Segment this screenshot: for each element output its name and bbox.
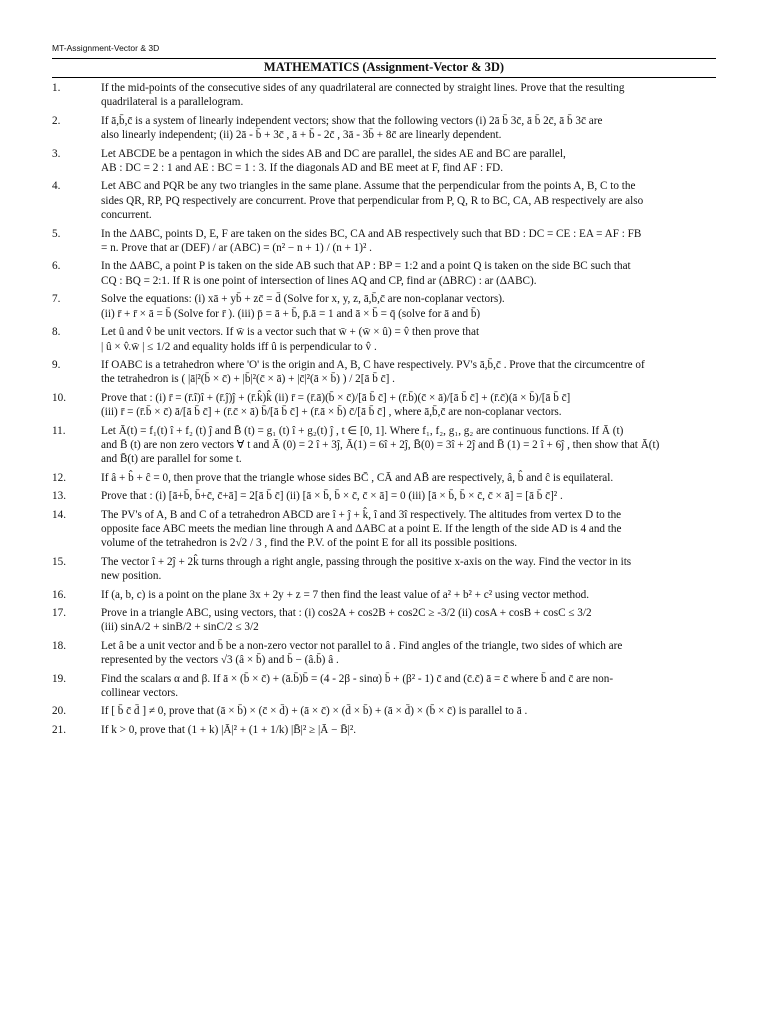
question-item	[52, 508, 716, 551]
question-number: 2.	[52, 114, 61, 127]
question-item	[52, 639, 716, 668]
question-text-line: CQ : BQ = 2:1. If R is one point of intersection of lines AQ and CP, find ar (ΔBRC) : ar (ΔABC).	[101, 274, 537, 287]
question-text-line: Find the scalars α and β. If ā × (b̄ × c̄) + (ā.b̄)b̄ = (4 - 2β - sinα) b̄ + (β² - 1) c̄ and (c̄.c̄) ā = c̄ where b̄ and c̄ are non-	[101, 672, 614, 685]
question-text-line: new position.	[101, 570, 162, 583]
question-item	[52, 489, 716, 503]
question-text-line: The vector î + 2ĵ + 2k̂ turns through a right angle, passing through the positive x-axis on the way. Find the vector in its	[101, 555, 632, 568]
question-number: 21.	[52, 723, 66, 736]
question-text-line: Let ABCDE be a pentagon in which the sides AB and DC are parallel, the sides AE and BC are parallel,	[101, 147, 566, 160]
question-number: 9.	[52, 358, 61, 371]
question-number: 18.	[52, 639, 66, 652]
question-item	[52, 704, 716, 718]
question-number: 14.	[52, 508, 66, 521]
question-number: 17.	[52, 607, 66, 619]
question-text-line: sides QR, RP, PQ respectively are concurrent. Prove that perpendicular from P, Q, R to BC, CA, AB respectively are also	[101, 194, 644, 207]
question-item	[52, 391, 716, 420]
question-item	[52, 555, 716, 584]
question-text-line: the tetrahedron is ( |ā|²(b̄ × c̄) + |b̄|²(c̄ × ā) + |c̄|²(ā × b̄) ) / 2[ā b̄ c̄] .	[101, 373, 395, 386]
question-number: 19.	[52, 672, 66, 685]
question-number: 15.	[52, 555, 66, 568]
header-rule	[52, 58, 716, 59]
question-text-line: and B̄(t) are parallel for some t.	[101, 453, 242, 466]
question-text-line: volume of the tetrahedron is 2√2 / 3 , find the P.V. of the point E for all its possible positions.	[101, 537, 518, 550]
question-item	[52, 358, 716, 387]
question-item	[52, 114, 716, 143]
question-text-line: | û × v̂.w̄ | ≤ 1/2 and equality holds iff û is perpendicular to v̂ .	[101, 340, 377, 353]
question-text-line: In the ΔABC, a point P is taken on the side AB such that AP : BP = 1:2 and a point Q is taken on the side BC such that	[101, 260, 631, 273]
question-item	[52, 179, 716, 222]
question-number: 10.	[52, 391, 66, 404]
question-text-line: If k > 0, prove that (1 + k) |Ā|² + (1 + 1/k) |B̄|² ≥ |Ā − B̄|².	[101, 723, 357, 736]
question-text-line: opposite face ABC meets the median line through A and ΔABC at a point E. If the length of the side AD is 4 and the	[101, 522, 622, 535]
question-text-line: Solve the equations: (i) xā + yb̄ + zc̄ = d̄ (Solve for x, y, z, ā,b̄,c̄ are non-coplanar vectors).	[101, 293, 505, 306]
question-number: 7.	[52, 293, 61, 306]
question-text-line: (iii) r̄ = (r̄.b̄ × c̄) ā/[ā b̄ c̄] + (r̄.c̄ × ā) b̄/[ā b̄ c̄] + (r̄.ā × b̄) c̄/[ā b̄ c̄] , where ā,b̄,c̄ are non-coplanar vectors.	[101, 406, 562, 419]
question-item	[52, 588, 716, 602]
question-item	[52, 292, 716, 321]
question-text-line: quadrilateral is a parallelogram.	[101, 96, 244, 109]
question-text-line: Prove in a triangle ABC, using vectors, that : (i) cos2A + cos2B + cos2C ≥ -3/2 (ii) cosA + cosB + cosC ≤ 3/2	[101, 607, 592, 619]
question-text-line: If OABC is a tetrahedron where 'O' is the origin and A, B, C have respectively. PV's ā,b̄,c̄ . Prove that the circumcentre of	[101, 358, 645, 371]
title-rule	[52, 77, 716, 78]
question-text-line: If â + b̂ + ĉ = 0, then prove that the triangle whose sides BC̄ , CĀ and AB̄ are respectively, â, b̂ and ĉ is equilateral.	[101, 471, 614, 484]
question-text-line: Prove that : (i) [ā+b̄, b̄+c̄, c̄+ā] = 2[ā b̄ c̄] (ii) [ā × b̄, b̄ × c̄, c̄ × ā] = 0 (iii) [ā × b̄, b̄ × c̄, c̄ × ā] = [ā b̄ c̄]² .	[101, 490, 563, 503]
question-text-line: If ā,b̄,c̄ is a system of linearly independent vectors; show that the following vectors (i) 2ā b̄ 3c̄, ā b̄ 2c̄, ā b̄ 3c̄ are	[101, 114, 603, 127]
question-text-line: Let â be a unit vector and b̄ be a non-zero vector not parallel to â . Find angles of the triangle, two sides of which are	[101, 639, 623, 652]
question-item	[52, 227, 716, 256]
question-item	[52, 723, 716, 737]
question-number: 11.	[52, 424, 66, 437]
question-text-line: AB : DC = 2 : 1 and AE : BC = 1 : 3. If the diagonals AD and BE meet at F, find AF : FD.	[101, 162, 504, 175]
question-text-line: If the mid-points of the consecutive sides of any quadrilateral are connected by straight lines. Prove that the resulting	[101, 82, 625, 94]
question-number: 6.	[52, 260, 61, 273]
question-text-line: (ii) r̄ + r̄ × ā = b̄ (Solve for r̄ ). (iii) p̄ = ā + b̄, p̄.ā = 1 and ā × b̄ = q̄ (solve for ā and b̄)	[101, 307, 481, 320]
question-text-line: In the ΔABC, points D, E, F are taken on the sides BC, CA and AB respectively such that BD : DC = CE : EA = AF : FB	[101, 227, 642, 240]
question-text-line: = n. Prove that ar (DEF) / ar (ABC) = (n² − n + 1) / (n + 1)² .	[101, 242, 372, 255]
question-number: 5.	[52, 227, 61, 240]
question-number: 1.	[52, 82, 61, 94]
question-item	[52, 147, 716, 176]
question-item	[52, 424, 716, 467]
question-item	[52, 81, 716, 110]
question-text-line: concurrent.	[101, 209, 152, 222]
question-text-line: also linearly independent; (ii) 2ā - b̄ + 3c̄ , ā + b̄ - 2c̄ , 3ā - 3b̄ + 8c̄ are linearly dependent.	[101, 129, 502, 142]
question-text-line: If (a, b, c) is a point on the plane 3x + 2y + z = 7 then find the least value of a² + b² + c² using vector method.	[101, 588, 590, 601]
question-item	[52, 259, 716, 288]
question-text-line: represented by the vectors √3 (â × b̄) and b̄ − (â.b̄) â .	[101, 654, 339, 667]
question-text-line: Prove that : (i) r̄ = (r̄.î)î + (r̄.ĵ)ĵ + (r̄.k̂)k̂ (ii) r̄ = (r̄.ā)(b̄ × c̄)/[ā b̄ c̄] + (r̄.b̄)(c̄ × ā)/[ā b̄ c̄] + (r̄.c̄)(ā × b̄)/[ā b̄ c̄]	[101, 391, 571, 404]
question-text-line: If [ b̄ c̄ d̄ ] ≠ 0, prove that (ā × b̄) × (c̄ × d̄) + (ā × c̄) × (d̄ × b̄) + (ā × d̄) × (b̄ × c̄) is parallel to ā .	[101, 705, 528, 718]
question-number: 13.	[52, 490, 66, 503]
question-number: 12.	[52, 471, 66, 484]
question-item	[52, 471, 716, 485]
question-list	[52, 81, 716, 741]
question-number: 16.	[52, 588, 66, 601]
question-text-line: The PV's of A, B and C of a tetrahedron ABCD are î + ĵ + k̂, î and 3î respectively. The altitudes from vertex D to the	[101, 508, 622, 521]
question-text-line: Let ABC and PQR be any two triangles in the same plane. Assume that the perpendicular from the points A, B, C to the	[101, 180, 636, 193]
question-item	[52, 606, 716, 635]
running-head: MT-Assignment-Vector & 3D	[52, 43, 160, 53]
question-text-line: Let û and v̂ be unit vectors. If w̄ is a vector such that w̄ + (w̄ × û) = v̂ then prove that	[101, 326, 480, 339]
question-text-line: and B̄ (t) are non zero vectors ∀ t and Ā (0) = 2 î + 3ĵ, Ā(1) = 6î + 2ĵ, B̄(0) = 3î + 2ĵ and B̄ (1) = 2 î + 6ĵ , then show that Ā(t)	[101, 438, 660, 451]
question-number: 3.	[52, 147, 61, 160]
question-item	[52, 672, 716, 701]
question-item	[52, 325, 716, 354]
question-text-line: (iii) sinA/2 + sinB/2 + sinC/2 ≤ 3/2	[101, 621, 259, 634]
question-text-line: Let Ā(t) = f₁(t) î + f₂ (t) ĵ and B̄ (t) = g₁ (t) î + g₂(t) ĵ , t ∈ [0, 1]. Where f₁, f₂, g₁, g₂ are continuous functions. If Ā (t)	[101, 424, 624, 437]
page-title: MATHEMATICS (Assignment-Vector & 3D)	[263, 60, 505, 74]
question-number: 8.	[52, 326, 61, 339]
question-number: 4.	[52, 180, 61, 193]
question-number: 20.	[52, 705, 66, 718]
question-text-line: collinear vectors.	[101, 687, 179, 700]
